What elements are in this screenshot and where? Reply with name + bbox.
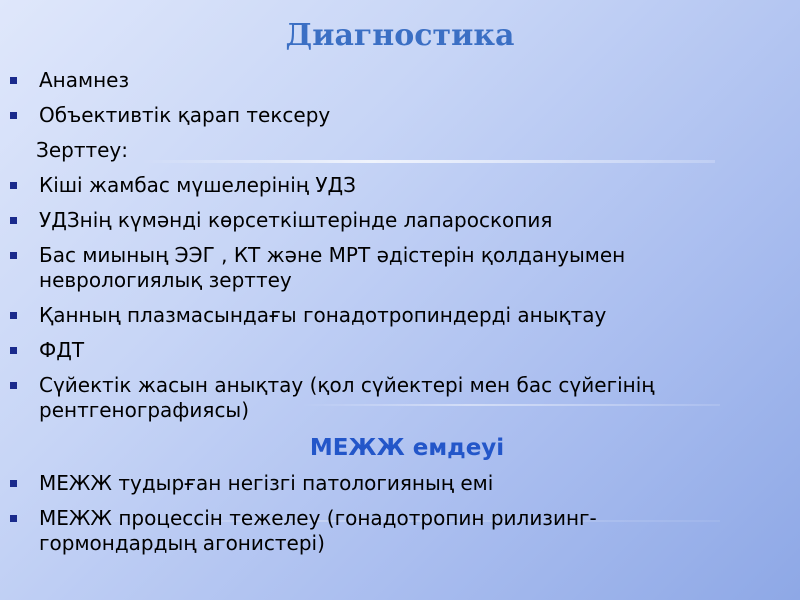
list-item-text: МЕЖЖ тудырған негізгі патологияның емі bbox=[39, 471, 494, 495]
list-item-text: Зерттеу: bbox=[36, 138, 129, 162]
treatment-subheading: МЕЖЖ емдеуі bbox=[309, 435, 505, 461]
list-item-text: МЕЖЖ процессін тежелеу (гонадотропин рилизинг-гормондардың агонистері) bbox=[39, 506, 597, 555]
list-item-text: ФДТ bbox=[39, 338, 85, 362]
list-item-gonadotropins bbox=[0, 303, 800, 328]
square-bullet-icon bbox=[10, 480, 17, 487]
list-item-objective-exam bbox=[0, 103, 800, 128]
square-bullet-icon bbox=[10, 312, 17, 319]
list-item-text: УДЗнің күмәнді көрсеткіштерінде лапароскопия bbox=[39, 208, 553, 232]
list-item-text: Қанның плазмасындағы гонадотропиндерді анықтау bbox=[39, 303, 607, 327]
list-item-text: Сүйектік жасын анықтау (қол сүйектері мен бас сүйегінің рентгенографиясы) bbox=[39, 373, 655, 422]
list-item-laparoscopy bbox=[0, 208, 800, 233]
square-bullet-icon bbox=[10, 112, 17, 119]
square-bullet-icon bbox=[10, 77, 17, 84]
list-item-pelvic-ultrasound bbox=[0, 173, 800, 198]
square-bullet-icon bbox=[10, 252, 17, 259]
square-bullet-icon bbox=[10, 347, 17, 354]
list-item-anamnesis bbox=[0, 68, 800, 93]
list-item-text: Объективтік қарап тексеру bbox=[39, 103, 331, 127]
square-bullet-icon bbox=[10, 182, 17, 189]
list-item-gnrh-agonists bbox=[0, 506, 800, 556]
list-item-underlying-treatment bbox=[0, 471, 800, 496]
list-item-neurological-exam bbox=[0, 243, 800, 293]
square-bullet-icon bbox=[10, 382, 17, 389]
list-label-research bbox=[0, 138, 800, 163]
list-item-fdt bbox=[0, 338, 800, 363]
list-item-text: Анамнез bbox=[39, 68, 130, 92]
slide-title: Диагностика bbox=[285, 18, 515, 53]
list-item-text: Кіші жамбас мүшелерінің УДЗ bbox=[39, 173, 356, 197]
list-item-text: Бас миының ЭЭГ , КТ және МРТ әдістерін қолдануымен неврологиялық зерттеу bbox=[39, 243, 626, 292]
square-bullet-icon bbox=[10, 515, 17, 522]
square-bullet-icon bbox=[10, 217, 17, 224]
slide-content bbox=[0, 68, 800, 566]
list-item-bone-age bbox=[0, 373, 800, 423]
